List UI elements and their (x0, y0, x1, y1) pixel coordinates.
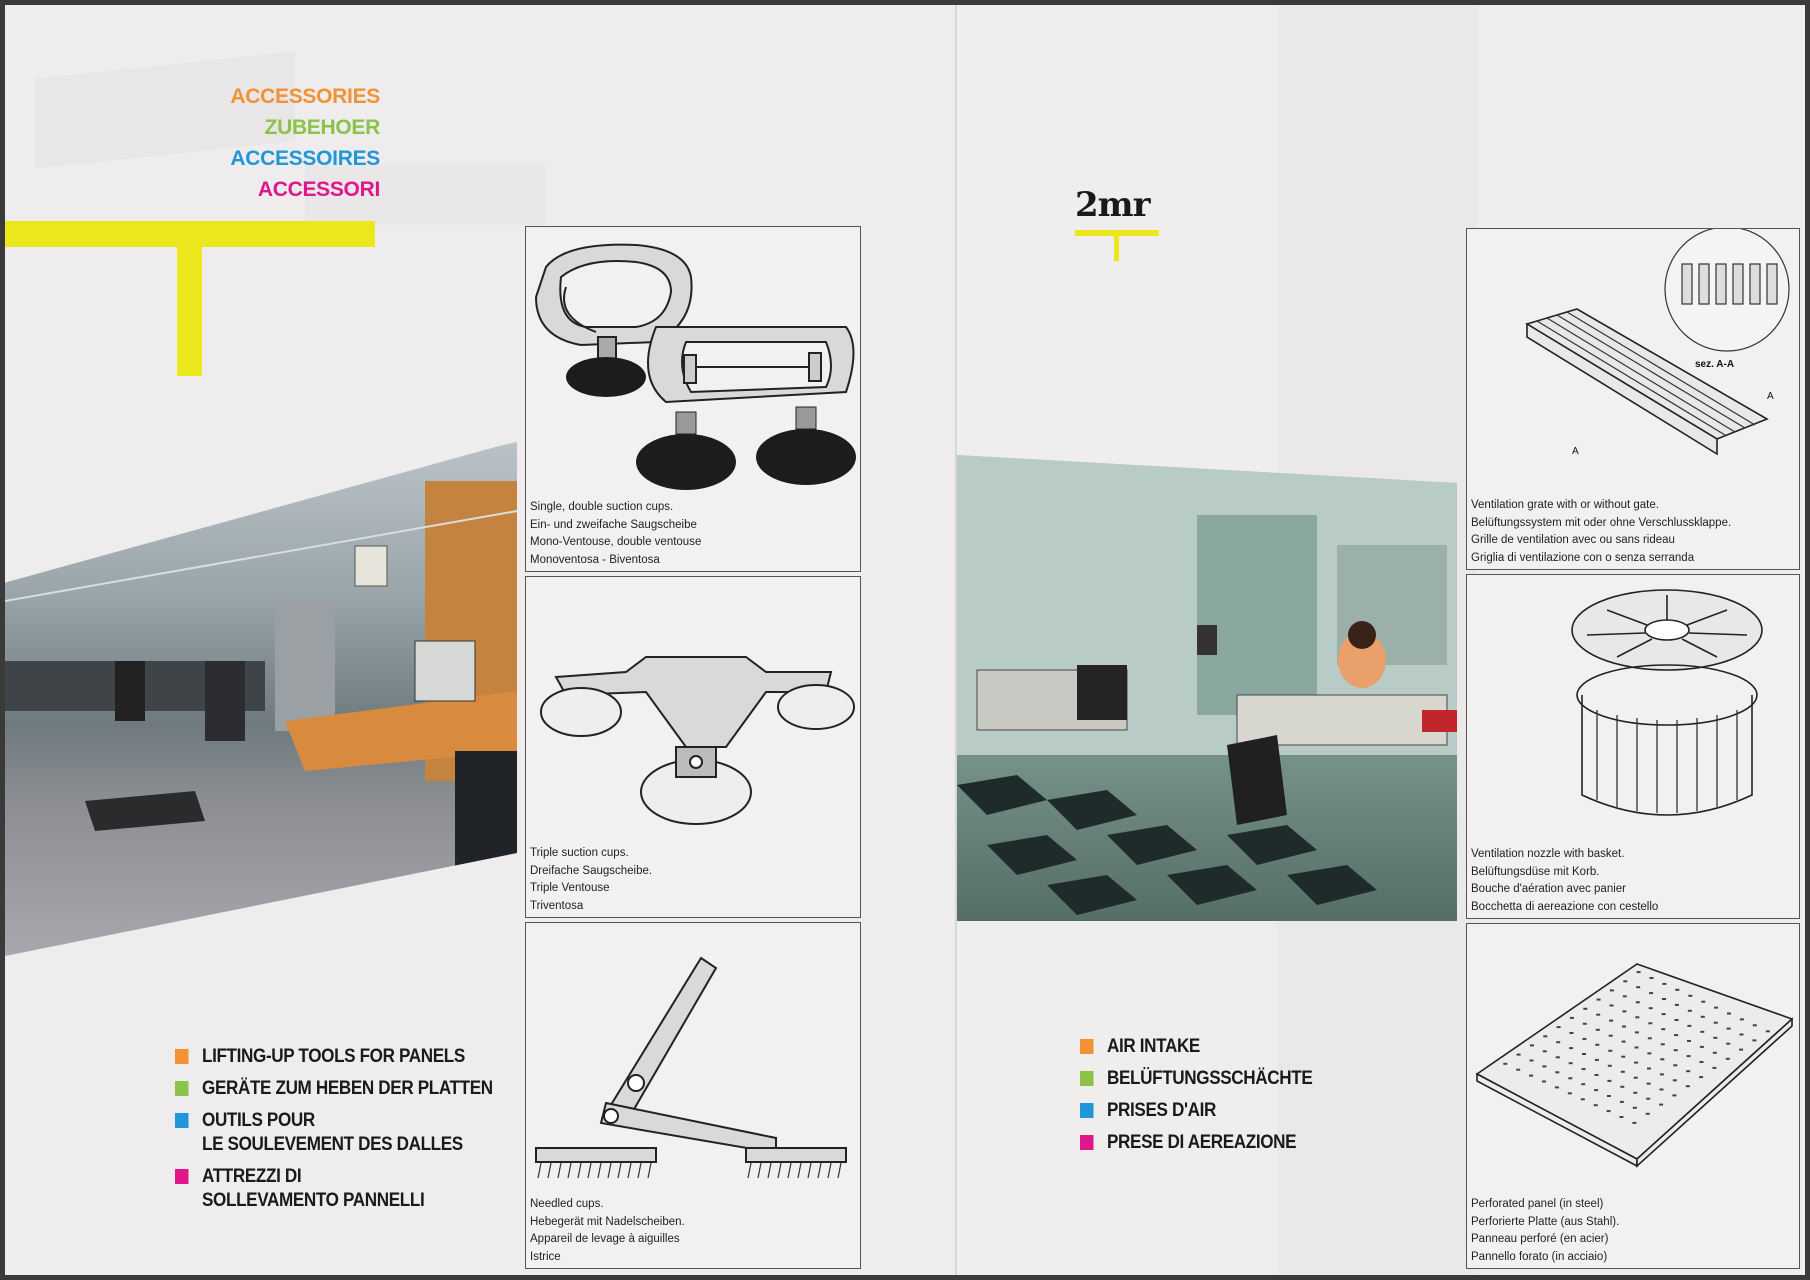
title-german: ZUBEHOER (264, 116, 380, 139)
orange-square-icon (1080, 1039, 1094, 1054)
perforated-panel-drawing (1467, 924, 1801, 1204)
perforation-hole (1660, 1073, 1664, 1075)
perforation-hole (1637, 971, 1641, 973)
perforation-hole (1687, 1025, 1691, 1027)
caption-line: Griglia di ventilazione con o senza serranda (1471, 551, 1695, 564)
caption-line: Perforated panel (in steel) (1471, 1198, 1604, 1210)
perforation-hole (1581, 1083, 1585, 1085)
list-item (1080, 1067, 1312, 1091)
perforation-hole (1608, 1050, 1612, 1052)
perforation-hole (1610, 989, 1614, 991)
perforation-hole (1583, 1008, 1587, 1010)
perforation-hole (1621, 1071, 1625, 1073)
perforation-hole (1700, 1061, 1704, 1063)
perforation-hole (1686, 1085, 1690, 1087)
perforation-hole (1753, 1024, 1757, 1026)
green-square-icon (175, 1081, 189, 1096)
air-intake-list (1080, 1035, 1312, 1163)
perforation-hole (1699, 1076, 1703, 1078)
list-item-text: OUTILS POUR (202, 1110, 315, 1131)
perforation-hole (1673, 1079, 1677, 1081)
perforation-hole (1610, 1005, 1614, 1007)
perforation-hole (1635, 1047, 1639, 1049)
perforation-hole (1542, 1065, 1546, 1067)
perforation-hole (1634, 1077, 1638, 1079)
perforation-hole (1635, 1031, 1639, 1033)
section-label: sez. A-A (1695, 359, 1735, 370)
list-item-text: ATTREZZI DI (202, 1166, 302, 1187)
perforation-hole (1675, 1004, 1679, 1006)
caption (530, 1196, 685, 1266)
perforation-hole (1636, 986, 1640, 988)
triple-suction-cups-drawing (526, 577, 862, 847)
perforation-hole (1673, 1064, 1677, 1066)
perforation-hole (1727, 1028, 1731, 1030)
perforation-hole (1516, 1069, 1520, 1071)
perforation-hole (1570, 1032, 1574, 1034)
green-square-icon (1080, 1071, 1094, 1086)
perforation-hole (1622, 1041, 1626, 1043)
caption-line: Grille de ventilation avec ou sans rideau (1471, 534, 1675, 546)
perforation-hole (1634, 1062, 1638, 1064)
office-photo-checkered-floor (957, 455, 1457, 921)
perforation-hole (1597, 999, 1601, 1001)
perforation-hole (1740, 1018, 1744, 1020)
perforation-hole (1688, 995, 1692, 997)
perforation-hole (1582, 1053, 1586, 1055)
perforation-hole (1726, 1058, 1730, 1060)
perforation-hole (1636, 1001, 1640, 1003)
caption-line: Panneau perforé (en acier) (1471, 1233, 1609, 1245)
perforation-hole (1623, 995, 1627, 997)
perforation-hole (1650, 977, 1654, 979)
perforation-hole (1620, 1086, 1624, 1088)
perforation-hole (1700, 1046, 1704, 1048)
marker-label: A (1572, 446, 1579, 457)
caption-line: Belüftungssystem mit oder ohne Verschlussklappe. (1471, 516, 1732, 529)
section-titles (230, 81, 380, 205)
list-item-text: LIFTING-UP TOOLS FOR PANELS (202, 1046, 465, 1067)
perforation-hole (1595, 1074, 1599, 1076)
orange-square-icon (175, 1049, 189, 1064)
perforation-hole (1503, 1063, 1507, 1065)
perforation-hole (1635, 1016, 1639, 1018)
perforation-hole (1661, 1028, 1665, 1030)
perforation-hole (1688, 1010, 1692, 1012)
list-item-text: AIR INTAKE (1107, 1036, 1200, 1057)
perforation-hole (1740, 1034, 1744, 1036)
perforation-hole (1646, 1098, 1650, 1100)
single-double-suction-cups-box (525, 226, 861, 572)
perforation-hole (1662, 983, 1666, 985)
perforation-hole (1581, 1098, 1585, 1100)
perforation-hole (1582, 1068, 1586, 1070)
caption-line: Hebegerät mit Nadelscheiben. (530, 1215, 685, 1228)
blue-square-icon (1080, 1103, 1094, 1118)
perforation-hole (1701, 1001, 1705, 1003)
needled-cups-box (525, 922, 861, 1269)
perforation-hole (1701, 1016, 1705, 1018)
perforation-hole (1594, 1089, 1598, 1091)
caption-line: Dreifache Saugscheibe. (530, 864, 653, 877)
caption-line: Triple suction cups. (530, 847, 629, 859)
caption (530, 499, 701, 569)
ventilation-nozzle-drawing (1467, 575, 1801, 855)
perforation-hole (1647, 1083, 1651, 1085)
logo-stem (1114, 233, 1119, 261)
perforation-hole (1726, 1043, 1730, 1045)
perforation-hole (1714, 1022, 1718, 1024)
caption-line: Bouche d'aération avec panier (1471, 883, 1626, 895)
perforation-hole (1675, 1019, 1679, 1021)
blue-square-icon (175, 1113, 189, 1128)
perforation-hole (1542, 1081, 1546, 1083)
perforation-hole (1568, 1077, 1572, 1079)
perforation-hole (1752, 1039, 1756, 1041)
caption-line: Mono-Ventouse, double ventouse (530, 536, 702, 548)
caption-line: Single, double suction cups. (530, 501, 674, 513)
perforation-hole (1596, 1014, 1600, 1016)
list-item-text: BELÜFTUNGSSCHÄCHTE (1107, 1068, 1313, 1089)
perforation-hole (1607, 1110, 1611, 1112)
caption-line: Belüftungsdüse mit Korb. (1471, 865, 1600, 878)
caption-line: Appareil de levage à aiguilles (530, 1233, 680, 1245)
list-item (175, 1165, 493, 1213)
perforation-hole (1662, 1013, 1666, 1015)
list-item-text: PRESE DI AEREAZIONE (1107, 1132, 1297, 1153)
list-item-text: LE SOULEVEMENT DES DALLES (202, 1134, 463, 1155)
caption-line: Ventilation grate with or without gate. (1471, 499, 1659, 511)
perforation-hole (1660, 1058, 1664, 1060)
perforation-hole (1583, 1023, 1587, 1025)
perforated-panel-box (1466, 923, 1800, 1269)
list-item-text: PRISES D'AIR (1107, 1100, 1217, 1121)
perforation-hole (1530, 1044, 1534, 1046)
caption-line: Ein- und zweifache Saugscheibe (530, 518, 697, 531)
perforation-hole (1570, 1017, 1574, 1019)
perforation-hole (1647, 1068, 1651, 1070)
perforation-hole (1766, 1030, 1770, 1032)
perforation-hole (1661, 1043, 1665, 1045)
perforation-hole (1649, 1007, 1653, 1009)
perforation-hole (1595, 1059, 1599, 1061)
caption (1471, 846, 1658, 916)
perforation-hole (1530, 1060, 1534, 1062)
perforation-hole (1607, 1080, 1611, 1082)
list-item-text: GERÄTE ZUM HEBEN DER PLATTEN (202, 1078, 493, 1099)
perforation-hole (1607, 1095, 1611, 1097)
perforation-hole (1648, 1037, 1652, 1039)
list-item (1080, 1035, 1312, 1059)
single-double-suction-cups-drawing (526, 227, 862, 507)
perforation-hole (1660, 1089, 1664, 1091)
left-page (5, 5, 957, 1275)
perforation-hole (1555, 1071, 1559, 1073)
perforation-hole (1556, 1056, 1560, 1058)
perforation-hole (1713, 1052, 1717, 1054)
list-item (175, 1109, 493, 1157)
caption-line: Pannello forato (in acciaio) (1471, 1250, 1608, 1263)
perforation-hole (1609, 1020, 1613, 1022)
perforation-hole (1713, 1037, 1717, 1039)
perforation-hole (1649, 992, 1653, 994)
perforation-hole (1517, 1054, 1521, 1056)
ventilation-nozzle-box (1466, 574, 1800, 919)
company-logo: 2mr (1075, 185, 1150, 225)
list-item-text: SOLLEVAMENTO PANNELLI (202, 1190, 425, 1211)
perforation-hole (1646, 1113, 1650, 1115)
office-photo-raised-floor (5, 441, 517, 956)
lifting-tools-list (175, 1045, 493, 1221)
perforation-hole (1623, 980, 1627, 982)
caption-line: Ventilation nozzle with basket. (1471, 848, 1625, 860)
caption-line: Perforierte Platte (aus Stahl). (1471, 1215, 1620, 1228)
perforation-hole (1595, 1044, 1599, 1046)
perforation-hole (1659, 1104, 1663, 1106)
perforation-hole (1712, 1067, 1716, 1069)
caption (1471, 497, 1731, 567)
perforation-hole (1621, 1056, 1625, 1058)
perforation-hole (1557, 1026, 1561, 1028)
perforation-hole (1569, 1062, 1573, 1064)
perforation-hole (1714, 1007, 1718, 1009)
list-item (175, 1077, 493, 1101)
perforation-hole (1739, 1049, 1743, 1051)
perforation-hole (1675, 989, 1679, 991)
magenta-square-icon (175, 1169, 189, 1184)
perforation-hole (1556, 1041, 1560, 1043)
perforation-hole (1700, 1031, 1704, 1033)
perforation-hole (1569, 1047, 1573, 1049)
yellow-stem (177, 221, 202, 376)
title-french: ACCESSOIRES (230, 147, 380, 170)
caption-line: Istrice (530, 1250, 561, 1263)
caption (1471, 1196, 1619, 1266)
perforation-hole (1620, 1116, 1624, 1118)
perforation-hole (1687, 1055, 1691, 1057)
magenta-square-icon (1080, 1135, 1094, 1150)
perforation-hole (1594, 1104, 1598, 1106)
perforation-hole (1674, 1049, 1678, 1051)
perforation-hole (1633, 1107, 1637, 1109)
perforation-hole (1555, 1086, 1559, 1088)
perforation-hole (1647, 1052, 1651, 1054)
perforation-hole (1633, 1092, 1637, 1094)
caption-line: Monoventosa - Biventosa (530, 553, 660, 566)
caption-line: Triple Ventouse (530, 882, 610, 894)
perforation-hole (1686, 1070, 1690, 1072)
caption-line: Bocchetta di aereazione con cestello (1471, 900, 1659, 913)
caption (530, 845, 652, 915)
perforation-hole (1582, 1038, 1586, 1040)
perforation-hole (1727, 1013, 1731, 1015)
perforation-hole (1543, 1035, 1547, 1037)
perforation-hole (1596, 1029, 1600, 1031)
perforation-hole (1687, 1040, 1691, 1042)
marker-label: A (1767, 391, 1774, 402)
perforation-hole (1648, 1022, 1652, 1024)
caption-line: Triventosa (530, 899, 584, 912)
right-page (957, 5, 1805, 1275)
list-item (1080, 1099, 1312, 1123)
perforation-hole (1622, 1026, 1626, 1028)
title-italian: ACCESSORI (257, 178, 380, 201)
perforation-hole (1608, 1065, 1612, 1067)
triple-suction-cups-box (525, 576, 861, 918)
ventilation-grate-box (1466, 228, 1800, 570)
ventilation-grate-drawing (1467, 229, 1801, 499)
perforation-hole (1620, 1101, 1624, 1103)
perforation-hole (1529, 1075, 1533, 1077)
needled-cups-drawing (526, 923, 862, 1203)
perforation-hole (1662, 998, 1666, 1000)
caption-line: Needled cups. (530, 1198, 604, 1210)
perforation-hole (1622, 1010, 1626, 1012)
perforation-hole (1632, 1122, 1636, 1124)
perforation-hole (1543, 1050, 1547, 1052)
perforation-hole (1672, 1094, 1676, 1096)
perforation-hole (1674, 1034, 1678, 1036)
perforation-hole (1568, 1092, 1572, 1094)
list-item (1080, 1131, 1312, 1155)
list-item (175, 1045, 493, 1069)
perforation-hole (1609, 1035, 1613, 1037)
title-english: ACCESSORIES (230, 85, 380, 108)
